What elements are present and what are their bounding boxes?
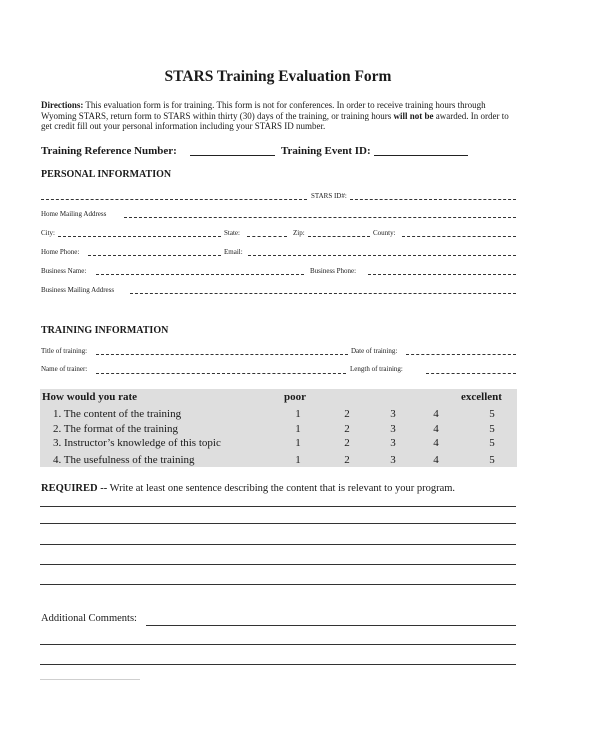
email-field[interactable]: [248, 255, 516, 256]
business-phone-field[interactable]: [368, 274, 516, 275]
stars-id-label: STARS ID#:: [311, 192, 347, 200]
length-of-training-label: Length of training:: [350, 365, 403, 373]
additional-comments-label: Additional Comments:: [41, 613, 137, 624]
rating-option-5[interactable]: 5: [489, 437, 495, 449]
rating-option-1[interactable]: 1: [295, 423, 301, 435]
required-label: REQUIRED --: [41, 483, 108, 494]
rating-option-2[interactable]: 2: [344, 423, 350, 435]
rating-item-label: 3. Instructor’s knowledge of this topic: [53, 437, 221, 449]
state-field[interactable]: [247, 236, 287, 237]
rating-option-4[interactable]: 4: [433, 408, 439, 420]
training-event-id-label: Training Event ID:: [281, 145, 371, 157]
home-mailing-address-label: Home Mailing Address: [41, 210, 107, 218]
rating-item-label: 1. The content of the training: [53, 408, 182, 420]
business-name-label: Business Name:: [41, 267, 87, 275]
business-name-field[interactable]: [96, 274, 304, 275]
name-of-trainer-field[interactable]: [96, 373, 346, 374]
business-mailing-address-label: Business Mailing Address: [41, 286, 115, 294]
business-mailing-address-field[interactable]: [130, 293, 516, 294]
rating-poor-label: poor: [284, 391, 306, 403]
directions-paragraph: [41, 100, 521, 132]
rating-item-label: 4. The usefulness of the training: [53, 454, 195, 466]
required-answer-line[interactable]: [40, 564, 516, 565]
rating-option-4[interactable]: 4: [433, 454, 439, 466]
faint-line-fragment: [40, 679, 140, 680]
directions-text-2: awarded. In order to get credit fill out your personal information including your STARS ID number.: [41, 110, 509, 132]
rating-option-3[interactable]: 3: [390, 423, 396, 435]
name-field[interactable]: [41, 199, 307, 200]
rating-option-4[interactable]: 4: [433, 423, 439, 435]
directions-label: Directions:: [41, 100, 84, 110]
county-field[interactable]: [402, 236, 516, 237]
required-answer-line[interactable]: [40, 506, 516, 507]
city-field[interactable]: [58, 236, 221, 237]
rating-option-5[interactable]: 5: [489, 454, 495, 466]
training-reference-number-field[interactable]: [190, 155, 275, 156]
county-label: County:: [373, 229, 396, 237]
training-reference-number-label: Training Reference Number:: [41, 145, 177, 157]
zip-field[interactable]: [308, 236, 370, 237]
training-event-id-field[interactable]: [374, 155, 468, 156]
required-instruction: [41, 483, 455, 494]
rating-option-4[interactable]: 4: [433, 437, 439, 449]
title-of-training-field[interactable]: [96, 354, 348, 355]
email-label: Email:: [224, 248, 243, 256]
date-of-training-label: Date of training:: [351, 347, 398, 355]
personal-information-heading: PERSONAL INFORMATION: [41, 169, 172, 180]
form-title: STARS Training Evaluation Form: [164, 68, 392, 85]
additional-comments-first-line[interactable]: [146, 625, 516, 626]
required-answer-line[interactable]: [40, 544, 516, 545]
name-of-trainer-label: Name of trainer:: [41, 365, 88, 373]
stars-id-field[interactable]: [350, 199, 516, 200]
training-information-heading: TRAINING INFORMATION: [41, 325, 169, 336]
rating-option-1[interactable]: 1: [295, 437, 301, 449]
home-mailing-address-field[interactable]: [124, 217, 516, 218]
required-answer-line[interactable]: [40, 584, 516, 585]
rating-option-5[interactable]: 5: [489, 423, 495, 435]
title-of-training-label: Title of training:: [41, 347, 88, 355]
date-of-training-field[interactable]: [406, 354, 516, 355]
state-label: State:: [224, 229, 240, 237]
rating-option-3[interactable]: 3: [390, 454, 396, 466]
additional-comments-line[interactable]: [40, 644, 516, 645]
rating-option-3[interactable]: 3: [390, 437, 396, 449]
city-label: City:: [41, 229, 56, 237]
rating-option-2[interactable]: 2: [344, 408, 350, 420]
additional-comments-line[interactable]: [40, 664, 516, 665]
required-text: Write at least one sentence describing the content that is relevant to your program.: [107, 483, 456, 494]
rating-option-1[interactable]: 1: [295, 454, 301, 466]
business-phone-label: Business Phone:: [310, 267, 357, 275]
rating-item-label: 2. The format of the training: [53, 423, 179, 435]
required-answer-line[interactable]: [40, 523, 516, 524]
rating-option-5[interactable]: 5: [489, 408, 495, 420]
rating-excellent-label: excellent: [461, 391, 502, 403]
rating-option-1[interactable]: 1: [295, 408, 301, 420]
rating-option-2[interactable]: 2: [344, 454, 350, 466]
directions-emphasis: will not be: [393, 110, 434, 121]
home-phone-field[interactable]: [88, 255, 221, 256]
length-of-training-field[interactable]: [426, 373, 516, 374]
rating-option-3[interactable]: 3: [390, 408, 396, 420]
rating-question: How would you rate: [42, 391, 138, 403]
home-phone-label: Home Phone:: [41, 248, 80, 256]
zip-label: Zip:: [293, 229, 305, 237]
directions-text-1: This evaluation form is for training. This form is not for conferences. In order to receive training hours through Wyoming STARS, return form to STARS within thirty (30) days of the training, or training hours: [41, 100, 486, 121]
rating-option-2[interactable]: 2: [344, 437, 350, 449]
